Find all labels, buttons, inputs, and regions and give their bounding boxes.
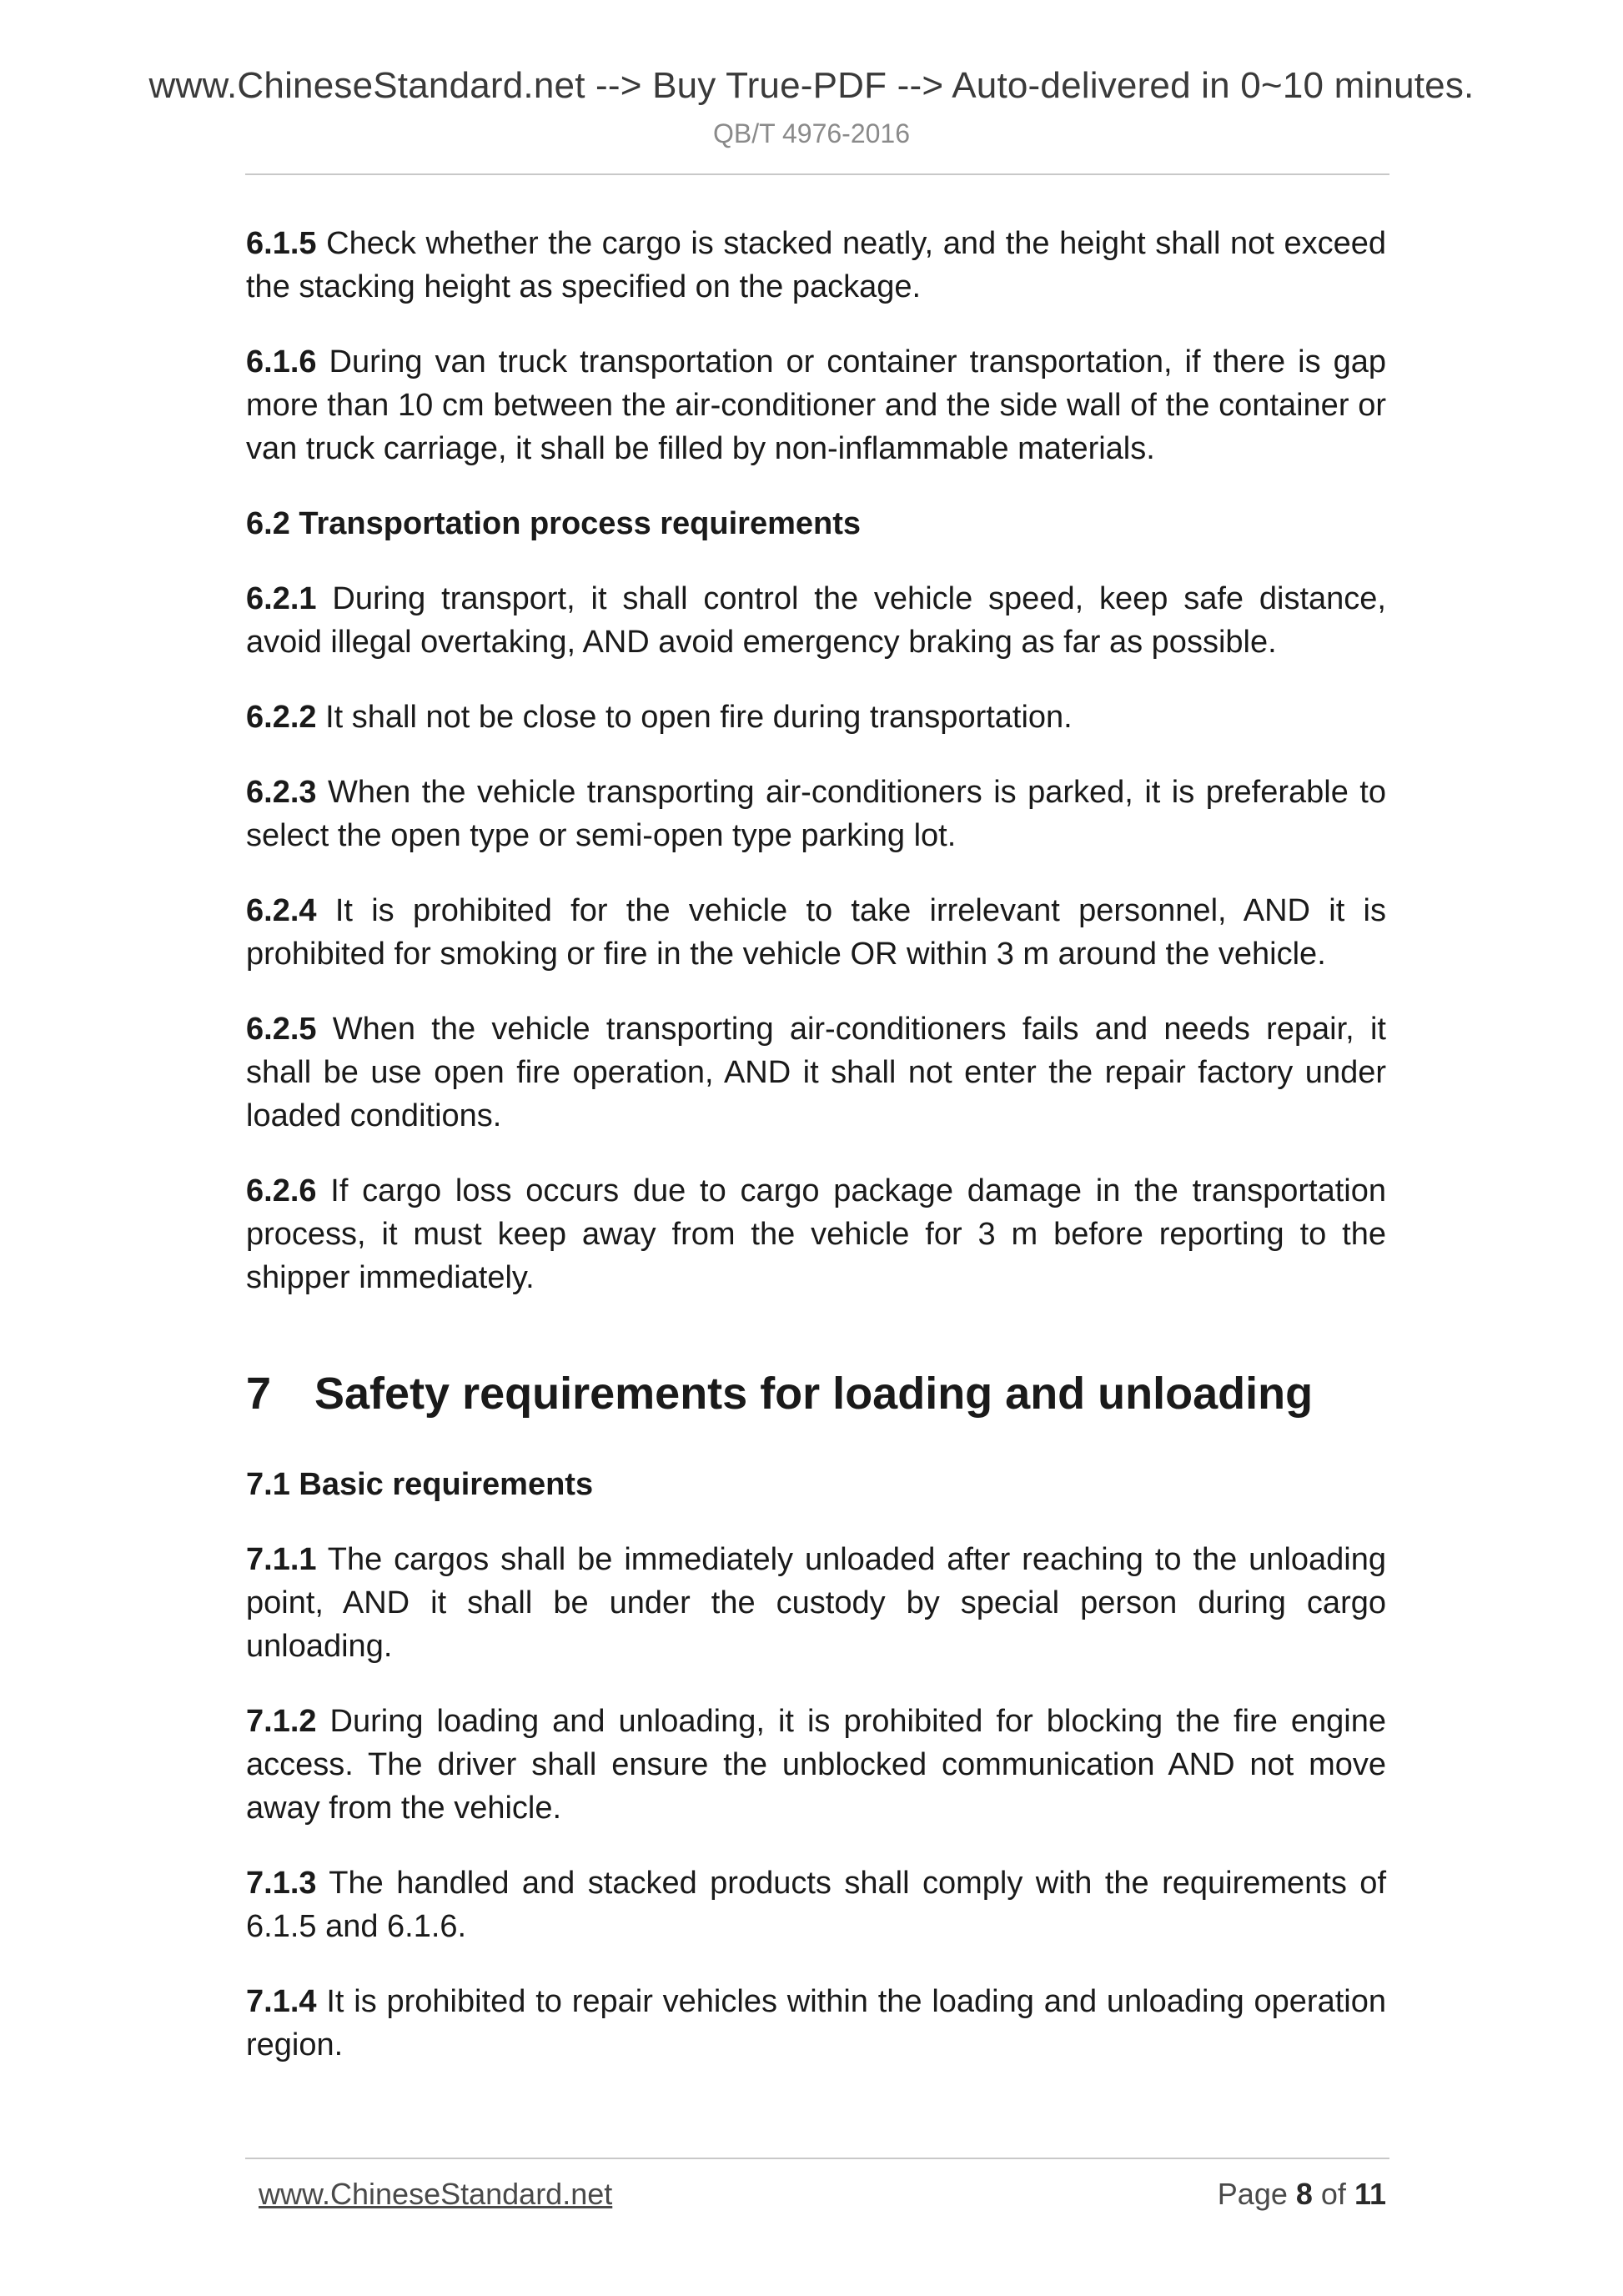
chapter-title: Safety requirements for loading and unloading [314,1369,1314,1419]
clause-number: 7.1.1 [246,1542,317,1577]
clause-number: 7.1.2 [246,1704,317,1739]
clause-text: It is prohibited for the vehicle to take irrelevant personnel, AND it is prohibited for smoking or fire in the vehicle OR within 3 m around the vehicle. [246,893,1386,972]
clause-text: During loading and unloading, it is prohibited for blocking the fire engine access. The driver shall ensure the unblocked communication AND not move away from the vehicle. [246,1704,1386,1826]
clause-text: When the vehicle transporting air-conditioners fails and needs repair, it shall be use open fire operation, AND it shall not enter the repair factory under loaded conditions. [246,1012,1386,1133]
clause-number: 7.1.3 [246,1866,317,1901]
page-of: of [1312,2177,1354,2211]
clause-number: 6.2.4 [246,893,317,928]
clause-7-1-3 [246,1861,1386,1948]
clause-number: 6.2.6 [246,1173,317,1208]
clause-6-1-6 [246,340,1386,470]
clause-text: The handled and stacked products shall comply with the requirements of 6.1.5 and 6.1.6. [246,1866,1386,1944]
clause-text: It is prohibited to repair vehicles within the loading and unloading operation region. [246,1984,1386,2062]
clause-7-1-1 [246,1538,1386,1668]
clause-number: 6.2.3 [246,775,317,810]
clause-number: 6.2.2 [246,700,317,735]
clause-7-1-4 [246,1980,1386,2067]
section-heading-7-1: 7.1 Basic requirements [246,1467,594,1502]
header-divider [245,173,1389,175]
page-indicator [1218,2177,1386,2212]
clause-text: It shall not be close to open fire during transportation. [316,700,1073,735]
clause-number: 7.1.4 [246,1984,317,2019]
footer-site-link[interactable]: www.ChineseStandard.net [259,2177,613,2211]
clause-number: 6.1.5 [246,226,317,261]
clause-6-2-6 [246,1169,1386,1299]
header-banner: www.ChineseStandard.net --> Buy True-PDF --> Auto-delivered in 0~10 minutes. [148,65,1475,106]
chapter-heading-7 [246,1364,1386,1423]
clause-text: During transport, it shall control the vehicle speed, keep safe distance, avoid illegal overtaking, AND avoid emergency braking as far as possible. [246,581,1386,660]
clause-6-2-2 [246,696,1386,739]
clause-text: When the vehicle transporting air-conditioners is parked, it is preferable to select the open type or semi-open type parking lot. [246,775,1386,853]
section-heading-6-2: 6.2 Transportation process requirements [246,506,862,541]
clause-7-1-2 [246,1700,1386,1830]
clause-6-2-5 [246,1007,1386,1138]
clause-6-2-3 [246,771,1386,857]
clause-number: 6.2.5 [246,1012,317,1047]
footer-divider [245,2158,1389,2159]
chapter-number: 7 [246,1369,272,1419]
page-current: 8 [1295,2177,1313,2211]
clause-text: If cargo loss occurs due to cargo package damage in the transportation process, it must keep away from the vehicle for 3 m before reporting to the shipper immediately. [246,1173,1386,1295]
clause-text: The cargos shall be immediately unloaded after reaching to the unloading point, AND it shall be under the custody by special person during cargo unloading. [246,1542,1386,1664]
page-prefix: Page [1217,2177,1296,2211]
page-total: 11 [1354,2177,1386,2211]
document-body [246,222,1386,2098]
clause-6-1-5 [246,222,1386,309]
clause-6-2-4 [246,889,1386,976]
clause-text: During van truck transportation or container transportation, if there is gap more than 10 cm between the air-conditioner and the side wall of the container or van truck carriage, it shall be filled by non-inflammable materials. [246,344,1386,466]
clause-number: 6.1.6 [246,344,317,379]
clause-text: Check whether the cargo is stacked neatly, and the height shall not exceed the stacking height as specified on the package. [246,226,1386,304]
clause-number: 6.2.1 [246,581,317,616]
standard-code: QB/T 4976-2016 [712,118,910,148]
clause-6-2-1 [246,577,1386,664]
